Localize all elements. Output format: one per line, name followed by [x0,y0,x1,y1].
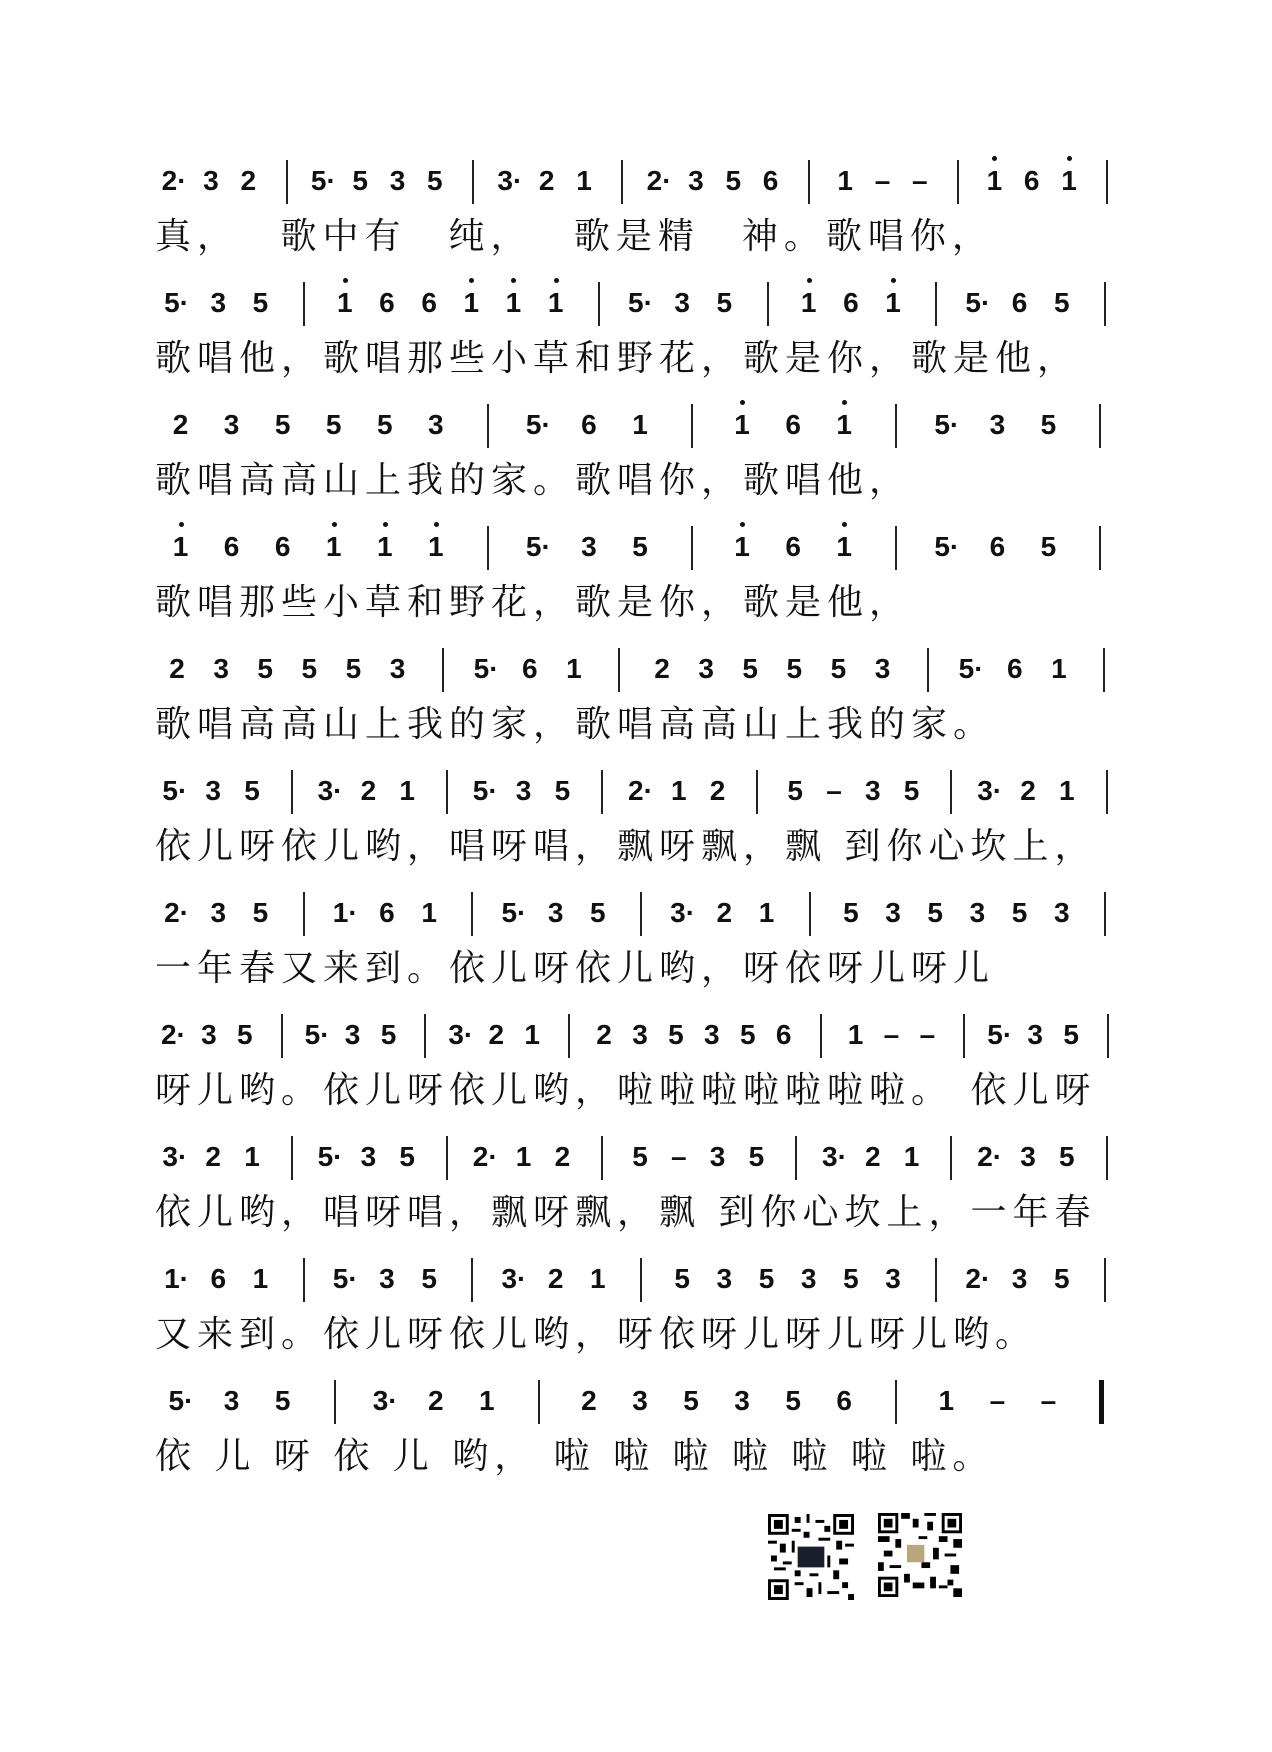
bar-line [286,160,288,204]
note: 6 [210,1263,227,1294]
bar-line [446,1136,448,1180]
bar-line [1099,526,1101,570]
note: 1 [421,897,437,928]
note: – [912,165,928,196]
note: 5· [965,287,991,318]
bar-line [795,1136,797,1180]
note: 5 [748,1141,765,1172]
note: 3 [205,775,221,806]
high-octave-dot [469,278,474,283]
note: – [1040,1385,1057,1416]
note: 2 [172,409,189,440]
note: 5 [257,653,273,684]
note: 3 [203,165,219,196]
bar-line [303,282,305,326]
note: 6 [274,531,291,562]
bar-line [820,1014,822,1058]
note: – [826,775,842,806]
final-bar-line [1099,1380,1104,1424]
bar-line [424,1014,426,1058]
lyrics-line: 歌唱高高山上我的家，歌唱高高山上我的家。 [155,704,996,745]
notation-line [155,282,1135,336]
lyrics-line: 依儿呀依儿哟，唱呀唱，飘呀飘，飘 到你心坎上， [155,826,1097,867]
note: 2· [646,165,672,196]
high-octave-dot [891,278,896,283]
note: 6 [521,653,538,684]
bar-line [1099,404,1101,448]
note: 5 [554,775,571,806]
bar-line [1106,160,1108,204]
notation-line [155,892,1135,946]
note: 5 [427,165,443,196]
note: 5 [1040,531,1057,562]
note: 5 [237,1019,253,1050]
note: 3 [632,1385,648,1416]
note: 5 [739,1019,756,1050]
note: 3 [547,897,564,928]
note: 5 [927,897,943,928]
note: 6 [581,409,597,440]
note: 1 [399,775,415,806]
note: – [883,1019,900,1050]
high-octave-dot [842,400,847,405]
note: 1 [505,287,522,318]
note: 1 [524,1019,540,1050]
note: 5 [1011,897,1028,928]
note: 2 [1020,775,1036,806]
note: 2 [538,165,555,196]
qr-code-left-icon [768,1513,854,1601]
note: 3 [213,653,229,684]
bar-line [935,1258,937,1302]
note: 5 [345,653,362,684]
bar-line [1106,1136,1108,1180]
lyrics-line: 歌唱他，歌唱那些小草和野花，歌是你，歌是他， [155,338,1080,379]
note: 6 [836,1385,852,1416]
qr-code-left [768,1513,854,1601]
note: 6 [1006,653,1023,684]
note: 5· [525,409,551,440]
note: 3 [1020,1141,1036,1172]
note: 1 [903,1141,920,1172]
note: 5· [164,287,189,318]
bar-line [487,404,489,448]
lyrics-line: 歌唱高高山上我的家。歌唱你，歌唱他， [155,460,912,501]
note: 5 [830,653,847,684]
lyrics-line: 歌唱那些小草和野花，歌是你，歌是他， [155,582,912,623]
note: 3 [674,287,690,318]
note: 1 [172,531,189,562]
note: 2 [488,1019,505,1050]
bar-line [291,770,293,814]
note: 1 [836,409,852,440]
high-octave-dot [343,278,348,283]
note: 6 [785,409,801,440]
note: 1 [938,1385,955,1416]
note: 1 [800,287,817,318]
bar-line [809,892,811,936]
note: 2 [240,165,257,196]
note: 2 [716,897,733,928]
note: 1 [837,165,853,196]
note: 5 [785,1385,801,1416]
note: 5· [332,1263,358,1294]
note: 5· [168,1385,194,1416]
note: 5 [421,1263,437,1294]
bar-line [895,1380,897,1424]
bar-line [471,892,473,936]
note: 5 [252,897,269,928]
note: 5 [668,1019,684,1050]
note: 5· [162,775,188,806]
note: 3 [210,287,227,318]
note: 3· [497,165,523,196]
bar-line [1106,770,1108,814]
note: 2 [360,775,377,806]
note: 3 [709,1141,726,1172]
high-octave-dot [511,278,516,283]
note: 5 [716,287,733,318]
note: 5 [843,897,859,928]
note: 5 [683,1385,699,1416]
note: 1 [325,531,342,562]
note: 1 [336,287,353,318]
note: 2 [205,1141,221,1172]
note: 5 [787,775,803,806]
note: 2 [581,1385,597,1416]
notation-line [155,526,1135,580]
note: 1 [1061,165,1077,196]
note: 3 [885,897,901,928]
note: 5 [1053,1263,1070,1294]
note: 1 [590,1263,606,1294]
note: 6 [223,531,240,562]
note: 6 [775,1019,792,1050]
notation-line [155,404,1135,458]
note: 3 [688,165,704,196]
high-octave-dot [740,400,745,405]
note: 1 [576,165,592,196]
note: – [919,1019,936,1050]
bar-line [303,892,305,936]
note: 2· [977,1141,1003,1172]
note: 2 [709,775,726,806]
high-octave-dot [332,522,337,527]
notation-line [155,770,1135,824]
bar-line [538,1380,540,1424]
note: 5· [304,1019,330,1050]
note: 6 [421,287,437,318]
note: 1· [164,1263,189,1294]
bar-line [808,160,810,204]
note: 3 [1053,897,1070,928]
note: 5 [1040,409,1057,440]
high-octave-dot [992,156,997,161]
note: 1 [463,287,480,318]
note: 5· [958,653,984,684]
note: 5 [1063,1019,1079,1050]
note: 3 [800,1263,817,1294]
note: 1 [566,653,582,684]
note: – [989,1385,1006,1416]
note: 5 [301,653,318,684]
note: 3 [865,775,881,806]
qr-code-right [878,1512,962,1598]
note: 3 [1011,1263,1028,1294]
bar-line [767,282,769,326]
note: 2· [164,897,189,928]
note: 3 [581,531,597,562]
note: 5 [590,897,606,928]
bar-line [756,770,758,814]
note: 3 [989,409,1006,440]
note: 2· [628,775,653,806]
note: 3 [223,1385,240,1416]
note: 1 [479,1385,495,1416]
note: 2 [427,1385,444,1416]
note: 2 [547,1263,564,1294]
note: 5· [987,1019,1013,1050]
notation-line [155,1258,1135,1312]
bar-line [1104,892,1106,936]
note: 3 [389,653,406,684]
note: 5 [632,531,648,562]
note: 2 [596,1019,612,1050]
notation-line [155,1380,1135,1434]
high-octave-dot [554,278,559,283]
lyrics-line: 依儿哟，唱呀唱，飘呀飘，飘 到你心坎上，一年春 [155,1192,1097,1233]
note: 3 [389,165,406,196]
note: 1 [547,287,564,318]
note: 5· [501,897,527,928]
note: 5 [903,775,920,806]
note: 5 [843,1263,859,1294]
note: 3 [344,1019,361,1050]
bar-line [303,1258,305,1302]
bar-line [640,892,642,936]
note: 5 [325,409,342,440]
note: 5 [244,775,260,806]
note: 1 [427,531,444,562]
high-octave-dot [1067,156,1072,161]
note: 5 [758,1263,775,1294]
note: 5· [628,287,653,318]
notation-line [155,1136,1135,1190]
note: 5 [274,1385,291,1416]
note: 2· [161,165,187,196]
bar-line [281,1014,283,1058]
note: 3 [201,1019,217,1050]
note: – [874,165,891,196]
lyrics-line: 呀儿哟。依儿呀依儿哟，啦啦啦啦啦啦啦。 依儿呀 [155,1070,1097,1111]
note: 1 [244,1141,260,1172]
note: 5· [472,775,498,806]
note: 5· [525,531,551,562]
note: 2 [554,1141,571,1172]
bar-line [1107,1014,1109,1058]
bar-line [957,160,959,204]
bar-line [950,1136,952,1180]
note: 5· [934,409,960,440]
bar-line [895,526,897,570]
note: 1 [836,531,852,562]
high-octave-dot [434,522,439,527]
note: 6 [379,287,395,318]
note: 3 [704,1019,720,1050]
note: 3· [822,1141,847,1172]
bar-line [1104,1258,1106,1302]
high-octave-dot [740,522,745,527]
note: 2· [472,1141,498,1172]
bar-line [950,770,952,814]
note: 3 [716,1263,733,1294]
note: 3 [1027,1019,1043,1050]
qr-code-right-icon [878,1512,962,1598]
note: 1 [986,165,1003,196]
bar-line [691,526,693,570]
note: 2 [169,653,185,684]
note: 3 [360,1141,377,1172]
bar-line [487,526,489,570]
note: 3· [977,775,1003,806]
note: 3 [734,1385,750,1416]
bar-line [963,1014,965,1058]
note: 3 [874,653,891,684]
note: 6 [379,897,395,928]
bar-line [927,648,929,692]
notation-line [155,160,1135,214]
note: 3 [379,1263,395,1294]
note: 5· [473,653,499,684]
note: 3· [670,897,696,928]
lyrics-line: 真， 歌中有 纯， 歌是精 神。歌唱你， [155,216,994,257]
note: 5 [376,409,393,440]
note: 5· [310,165,336,196]
bar-line [935,282,937,326]
note: 1 [1051,653,1067,684]
notation-line [155,1014,1135,1068]
note: 3 [210,897,227,928]
note: 5· [934,531,960,562]
note: 5 [1059,1141,1075,1172]
note: 3 [632,1019,648,1050]
high-octave-dot [842,522,847,527]
note: 3· [448,1019,474,1050]
note: 1 [885,287,901,318]
bar-line [895,404,897,448]
bar-line [691,404,693,448]
bar-line [1103,648,1105,692]
note: 3 [698,653,714,684]
note: 2· [160,1019,186,1050]
note: 5· [317,1141,343,1172]
note: 5 [632,1141,648,1172]
note: 1 [758,897,775,928]
lyrics-line: 一年春又来到。依儿呀依儿哟，呀依呀儿呀儿 [155,948,996,989]
note: 1 [376,531,393,562]
high-octave-dot [179,522,184,527]
note: 3 [969,897,986,928]
note: 5 [742,653,758,684]
high-octave-dot [807,278,812,283]
note: 1 [734,409,750,440]
note: 3· [501,1263,527,1294]
bar-line [601,770,603,814]
bar-line [472,160,474,204]
note: 6 [843,287,859,318]
note: 1 [671,775,687,806]
note: 2 [865,1141,881,1172]
bar-line [1104,282,1106,326]
note: 5 [674,1263,690,1294]
note: 5 [274,409,291,440]
bar-line [618,648,620,692]
note: 5 [399,1141,415,1172]
note: 1 [847,1019,864,1050]
bar-line [291,1136,293,1180]
note: 5 [352,165,368,196]
bar-line [640,1258,642,1302]
note: 6 [1011,287,1028,318]
note: 3· [372,1385,398,1416]
note: 6 [762,165,779,196]
note: 2 [654,653,670,684]
bar-line [598,282,600,326]
bar-line [334,1380,336,1424]
note: 3 [223,409,240,440]
note: 1 [515,1141,532,1172]
bar-line [446,770,448,814]
note: 6 [989,531,1006,562]
bar-line [621,160,623,204]
lyrics-line: 依 儿 呀 依 儿 哟， 啦 啦 啦 啦 啦 啦 啦。 [155,1436,995,1477]
note: 1 [1059,775,1075,806]
note: 5 [725,165,742,196]
note: 1 [734,531,750,562]
note: 3 [515,775,532,806]
lyrics-line: 又来到。依儿呀依儿哟，呀依呀儿呀儿呀儿哟。 [155,1314,1038,1355]
note: 1 [252,1263,269,1294]
note: 6 [1023,165,1040,196]
bar-line [568,1014,570,1058]
note: 5 [380,1019,397,1050]
bar-line [471,1258,473,1302]
high-octave-dot [383,522,388,527]
note: 3· [317,775,343,806]
note: 1· [332,897,358,928]
note: 3 [427,409,444,440]
note: 5 [1053,287,1070,318]
note: 3 [885,1263,901,1294]
note: 1 [632,409,648,440]
note: 2· [965,1263,991,1294]
notation-line [155,648,1135,702]
note: 5 [252,287,269,318]
bar-line [601,1136,603,1180]
note: 3· [162,1141,188,1172]
note: 6 [785,531,801,562]
bar-line [442,648,444,692]
note: 5 [786,653,803,684]
note: – [671,1141,687,1172]
